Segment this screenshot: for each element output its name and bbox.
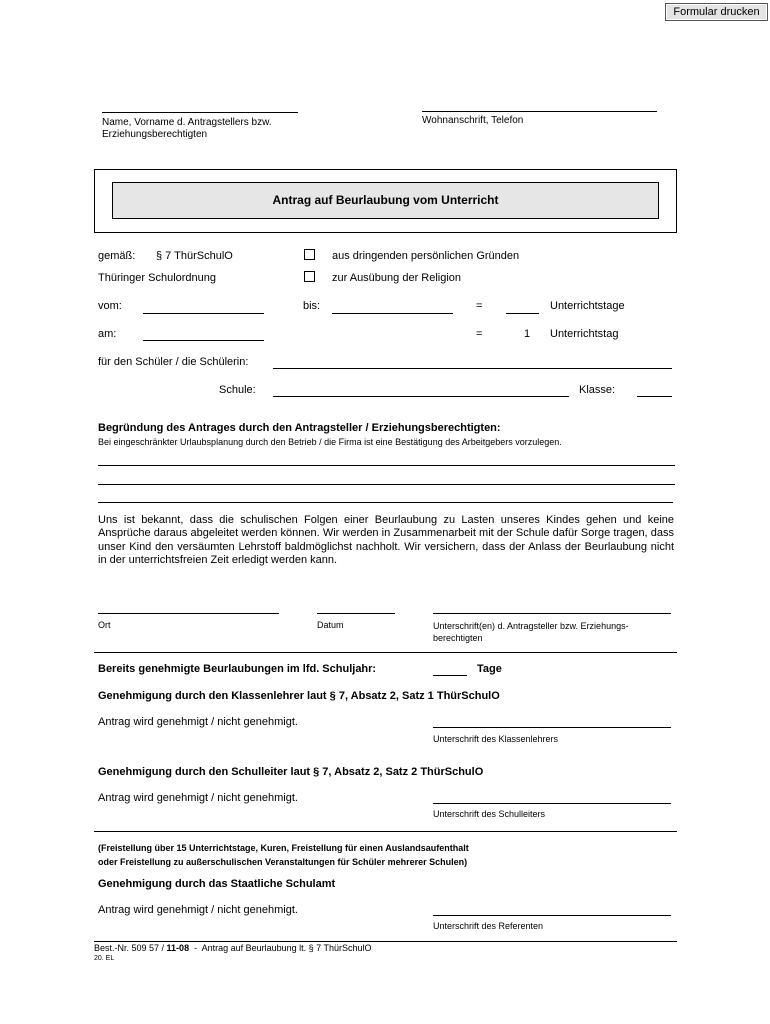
class-field[interactable] bbox=[637, 396, 672, 397]
authority-signature-field[interactable] bbox=[433, 915, 671, 916]
applicant-label-line2: Erziehungsberechtigten bbox=[102, 129, 208, 140]
place-label: Ort bbox=[98, 620, 111, 630]
religion-checkbox[interactable] bbox=[304, 271, 315, 282]
principal-signature-field[interactable] bbox=[433, 803, 671, 804]
footer-number: 11-08 bbox=[166, 943, 190, 953]
applicant-signature-field[interactable] bbox=[433, 613, 671, 614]
student-label: für den Schüler / die Schülerin: bbox=[98, 356, 249, 368]
teacher-decision-text: Antrag wird genehmigt / nicht genehmigt. bbox=[98, 716, 298, 728]
justification-line-2[interactable] bbox=[98, 484, 675, 485]
footer-suffix: - Antrag auf Beurlaubung lt. § 7 ThürSchulO bbox=[189, 943, 372, 953]
date-field[interactable] bbox=[317, 613, 395, 614]
authority-signature-label: Unterschrift des Referenten bbox=[433, 921, 544, 931]
authority-decision-text: Antrag wird genehmigt / nicht genehmigt. bbox=[98, 904, 298, 916]
to-date-field[interactable] bbox=[332, 313, 453, 314]
personal-reasons-checkbox[interactable] bbox=[304, 249, 315, 260]
equals-sign: = bbox=[476, 300, 483, 312]
school-field[interactable] bbox=[273, 396, 569, 397]
principal-signature-label: Unterschrift des Schulleiters bbox=[433, 809, 546, 819]
footer-code: 20. EL bbox=[94, 955, 115, 962]
from-date-field[interactable] bbox=[143, 313, 264, 314]
teacher-signature-label: Unterschrift des Klassenlehrers bbox=[433, 734, 559, 744]
school-label: Schule: bbox=[219, 384, 256, 396]
place-field[interactable] bbox=[98, 613, 279, 614]
from-label: vom: bbox=[98, 300, 122, 312]
applicant-label bbox=[102, 117, 272, 141]
justification-note: Bei eingeschränkter Urlaubsplanung durch den Betrieb / die Firma ist eine Bestätigung des Arbeitgebers vorzulegen. bbox=[98, 437, 562, 447]
principal-approval-heading: Genehmigung durch den Schulleiter laut § 7, Absatz 2, Satz 2 ThürSchulO bbox=[98, 766, 484, 778]
approved-days-unit: Tage bbox=[477, 663, 502, 675]
paragraph-label: § 7 ThürSchulO bbox=[156, 250, 233, 262]
authority-note-line1: (Freistellung über 15 Unterrichtstage, Kuren, Freistellung für einen Auslandsaufenthalt bbox=[98, 843, 469, 853]
single-date-field[interactable] bbox=[143, 340, 264, 341]
footer-divider bbox=[94, 941, 677, 942]
day-label: Unterrichtstag bbox=[550, 328, 619, 340]
days-label: Unterrichtstage bbox=[550, 300, 625, 312]
authority-approval-heading: Genehmigung durch das Staatliche Schulamt bbox=[98, 878, 336, 890]
approved-leaves-label: Bereits genehmigte Beurlaubungen im lfd. Schuljahr: bbox=[98, 663, 377, 675]
justification-line-3[interactable] bbox=[98, 502, 673, 503]
justification-heading: Begründung des Antrages durch den Antragsteller / Erziehungsberechtigten: bbox=[98, 422, 501, 434]
one-day-value: 1 bbox=[524, 328, 531, 340]
authority-note bbox=[98, 841, 469, 869]
equals-sign-2: = bbox=[476, 328, 483, 340]
applicant-label-line1: Name, Vorname d. Antragstellers bzw. bbox=[102, 117, 272, 128]
teacher-approval-heading: Genehmigung durch den Klassenlehrer laut § 7, Absatz 2, Satz 1 ThürSchulO bbox=[98, 690, 500, 702]
gemaess-label: gemäß: bbox=[98, 250, 136, 262]
address-line[interactable] bbox=[422, 111, 657, 112]
declaration-text: Uns ist bekannt, dass die schulischen Folgen einer Beurlaubung zu Lasten unseres Kindes gehen und keine Ansprüche daraus abgeleitet werden können. Wir werden in Zusammenarbeit mit der Schule dafür Sorge tragen, dass unser Kind den versäumten Lehrstoff baldmöglichst nachholt. Wir versichern, dass der Anlass der Beurlaubung nicht in der unterrichtsfreien Zeit erledigt werden kann. bbox=[98, 514, 674, 567]
authority-note-line2: oder Freistellung zu außerschulischen Veranstaltungen für Schüler mehrerer Schulen) bbox=[98, 857, 468, 867]
date-label: Datum bbox=[317, 620, 344, 630]
print-form-button[interactable]: Formular drucken bbox=[665, 3, 768, 21]
law-name-label: Thüringer Schulordnung bbox=[98, 272, 217, 284]
class-label: Klasse: bbox=[579, 384, 616, 396]
section-divider-2 bbox=[94, 831, 677, 832]
applicant-signature-label-line2: berechtigten bbox=[433, 633, 483, 643]
form-title: Antrag auf Beurlaubung vom Unterricht bbox=[112, 182, 659, 219]
footer-order-number bbox=[94, 943, 372, 953]
on-label: am: bbox=[98, 328, 117, 340]
applicant-name-line[interactable] bbox=[102, 112, 298, 113]
days-count-field[interactable] bbox=[506, 313, 539, 314]
section-divider-1 bbox=[94, 652, 677, 653]
applicant-signature-label bbox=[433, 620, 629, 644]
address-label: Wohnanschrift, Telefon bbox=[422, 115, 524, 126]
justification-line-1[interactable] bbox=[98, 465, 675, 466]
religion-label: zur Ausübung der Religion bbox=[332, 272, 462, 284]
footer-prefix: Best.-Nr. 509 57 / bbox=[94, 943, 167, 953]
to-label: bis: bbox=[303, 300, 321, 312]
approved-days-field[interactable] bbox=[433, 675, 467, 676]
applicant-signature-label-line1: Unterschrift(en) d. Antragsteller bzw. Erziehungs- bbox=[433, 621, 629, 631]
student-name-field[interactable] bbox=[273, 368, 672, 369]
personal-reasons-label: aus dringenden persönlichen Gründen bbox=[332, 250, 520, 262]
principal-decision-text: Antrag wird genehmigt / nicht genehmigt. bbox=[98, 792, 298, 804]
teacher-signature-field[interactable] bbox=[433, 727, 671, 728]
